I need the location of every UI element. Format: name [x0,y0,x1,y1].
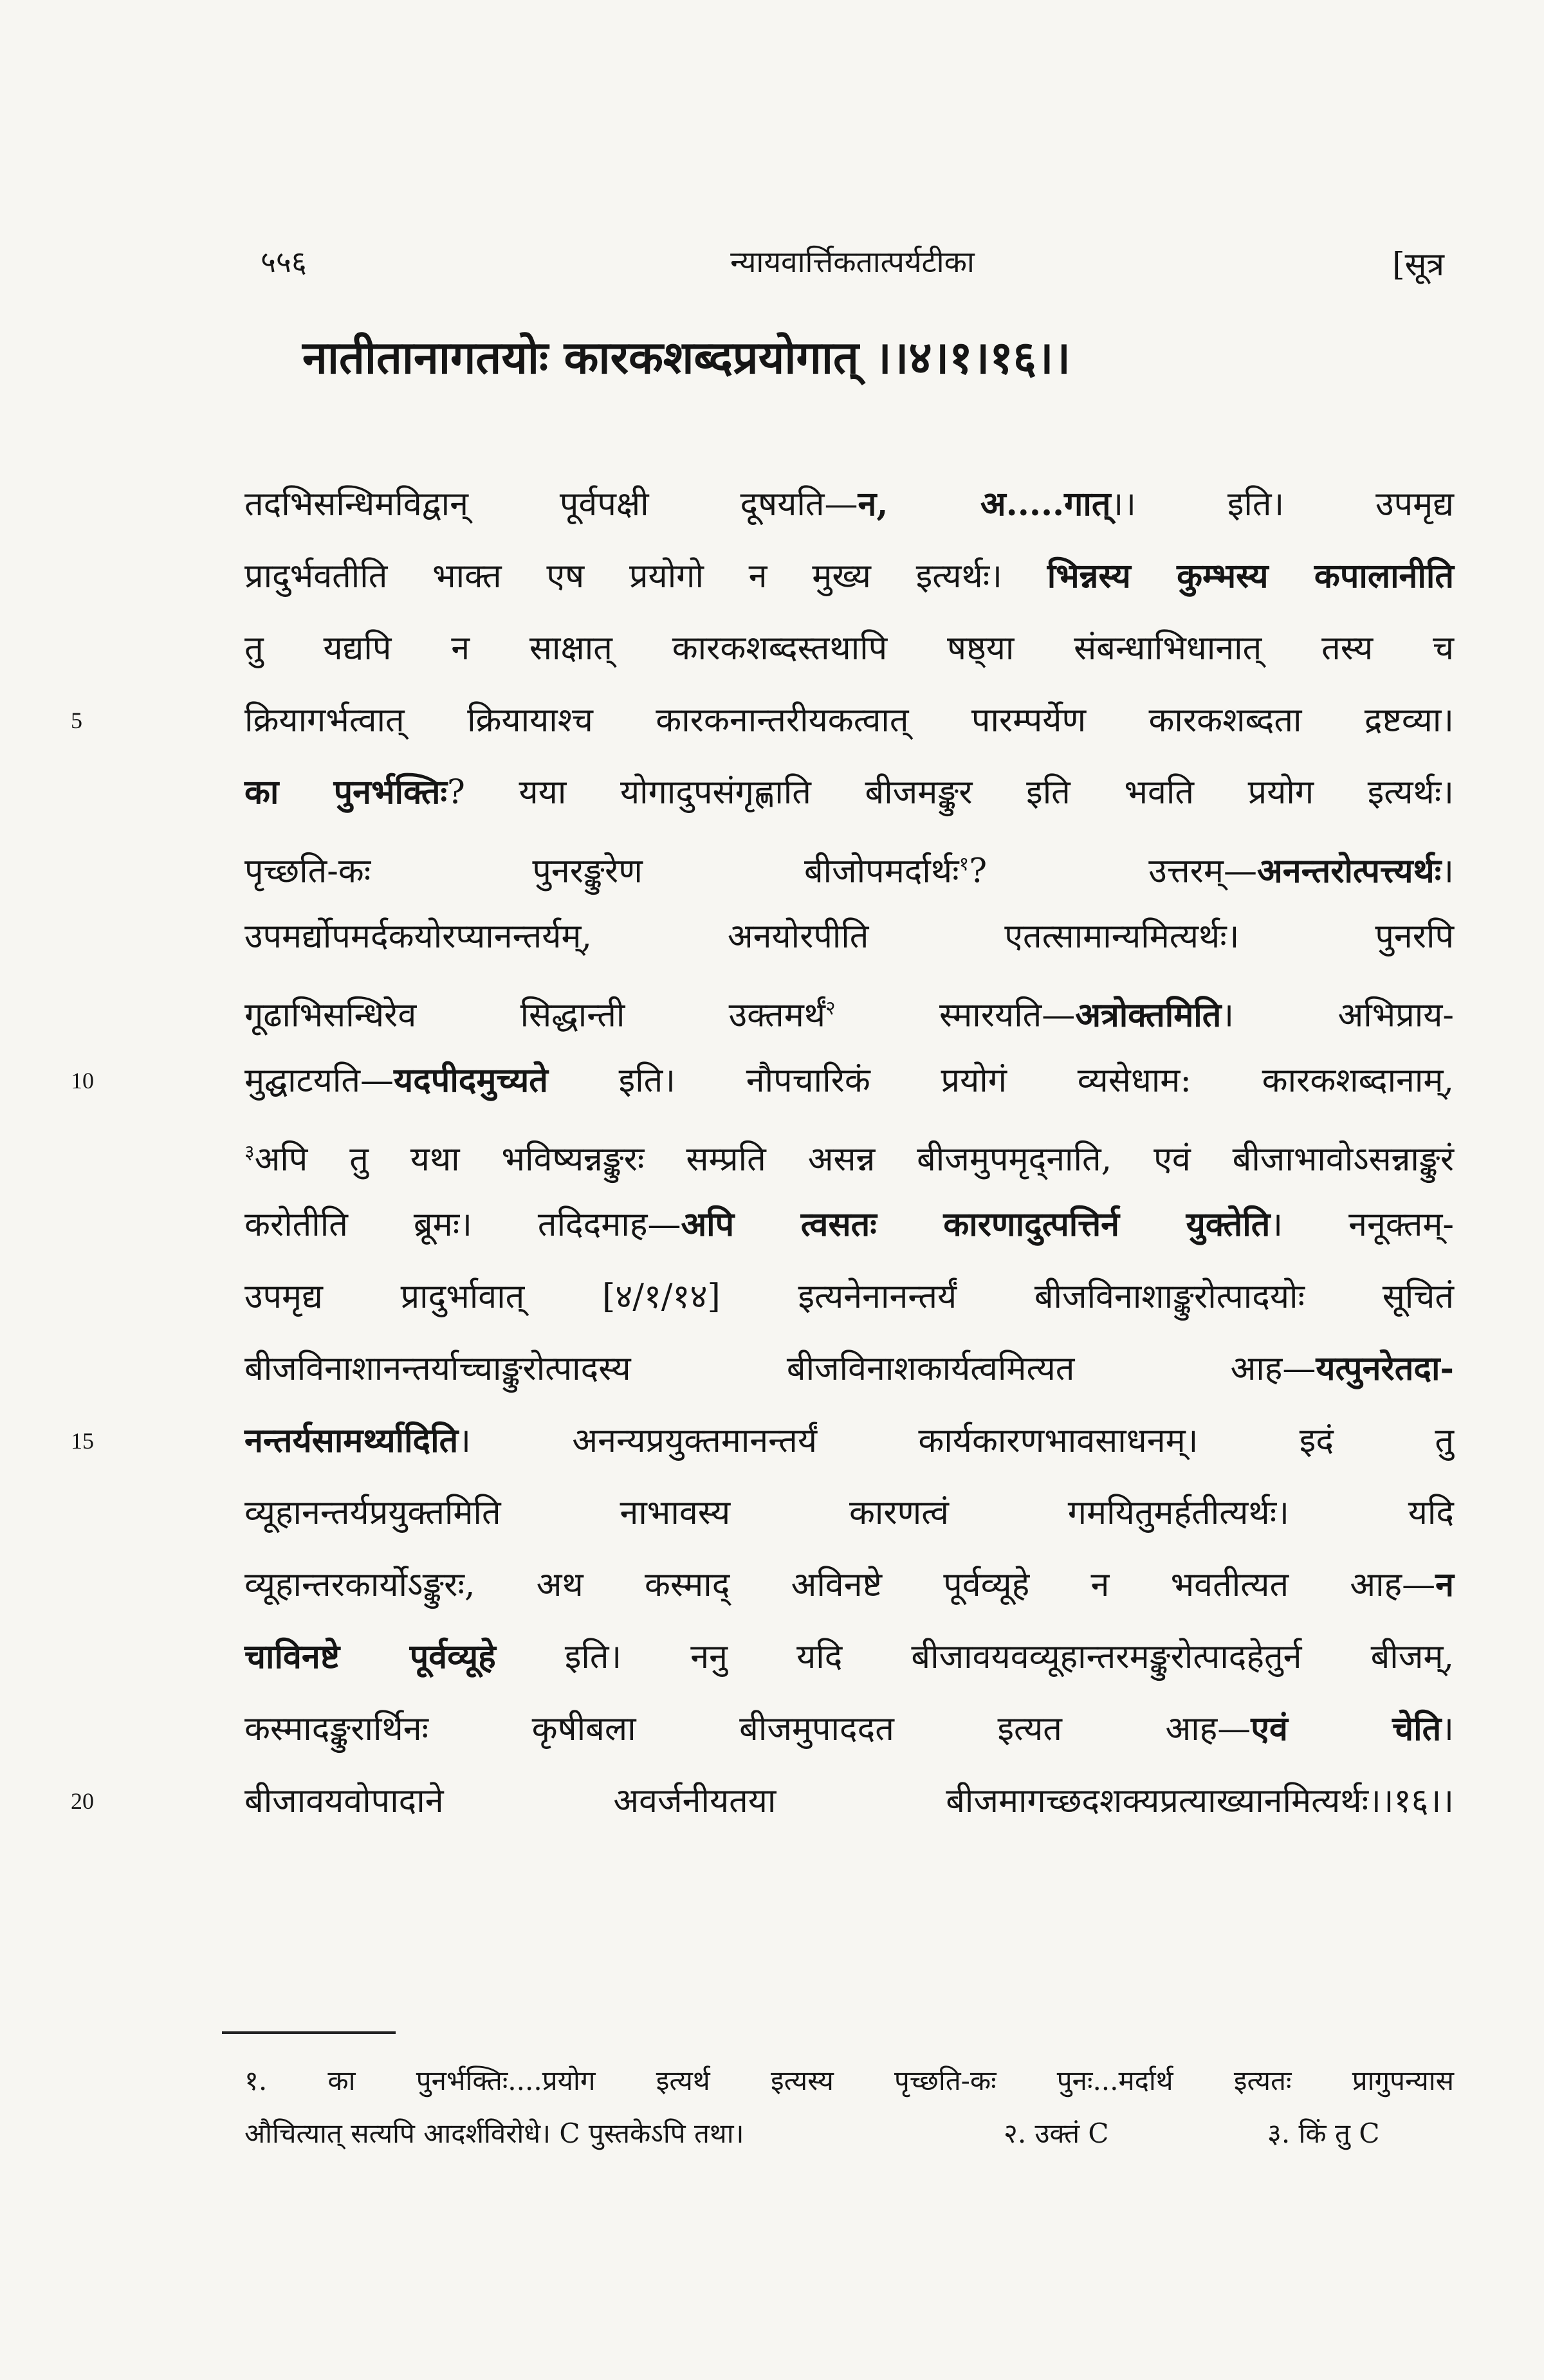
line-number: 10 [71,1068,94,1094]
text-line [244,828,1454,901]
bold-pratika: यत्पुनरेतदा- [1316,1349,1454,1388]
text-line [244,1261,1454,1333]
footnote-3: ३. किं तु C [1267,2118,1380,2149]
bold-pratika: अपि त्वसतः कारणादुत्पत्तिर्न युक्तेति [681,1205,1271,1244]
text-segment: उपमर्द्योपमर्दकयोरप्यानन्तर्यम्, अनयोरपीति एतत्सामान्यमित्यर्थः। पुनरपि [244,917,1454,956]
text-line [244,756,1454,828]
text-line [244,1549,1454,1621]
text-line [244,1621,1454,1693]
text-line [244,1333,1454,1405]
text-line [244,1693,1454,1765]
text-segment: पृच्छति-कः पुनरङ्कुरेण बीजोपमर्दार्थः [244,852,959,891]
text-segment: प्रादुर्भवतीति भाक्त एष प्रयोगो न मुख्य इत्यर्थः। [244,557,1047,596]
bold-pratika: न, अ.....गात् [858,484,1111,524]
text-line [244,973,1454,1045]
text-segment: । [1441,1710,1454,1748]
text-segment: क्रियागर्भत्वात् क्रियायाश्च कारकनान्तरीयकत्वात् पारम्पर्येण कारकशब्दता द्रष्टव्या। [244,701,1454,740]
line-number: 20 [71,1788,94,1814]
sutra-heading: नातीतानागतयोः कारकशब्दप्रयोगात् ।।४।१।१६।। [302,331,1071,384]
bold-pratika: चाविनष्टे पूर्वव्यूहे [244,1637,496,1676]
bold-pratika: का पुनर्भक्तिः [244,773,448,812]
footnote-1: १. का पुनर्भक्तिः....प्रयोग इत्यर्थ इत्यस्य पृच्छति-कः पुनः...मर्दार्थ इत्यतः प्रागुपन्यास [244,2065,1454,2096]
text-segment: १ [959,853,970,875]
page-number: ५५६ [261,244,307,279]
text-segment: ? यया योगादुपसंगृह्णाति बीजमङ्कुर इति भवति प्रयोग इत्यर्थः। [447,773,1454,812]
line-number: 15 [71,1428,94,1454]
text-segment: मुद्घाटयति— [244,1061,394,1100]
bold-pratika: यदपीदमुच्यते [394,1061,548,1100]
footnote-1-continuation: औचित्यात् सत्यपि आदर्शविरोधे। C पुस्तकेऽपि तथा। [244,2118,744,2149]
text-segment: व्यूहान्तरकार्योऽङ्कुरः, अथ कस्माद् अविनष्टे पूर्वव्यूहे न भवतीत्यत आह— [244,1566,1436,1604]
footnote-2: २. उक्तं C [1004,2118,1109,2149]
section-label: [सूत्र [1392,246,1444,283]
text-line [244,1477,1454,1549]
text-line [244,468,1454,540]
text-line [71,684,1454,756]
text-segment: । अभिप्राय- [1221,996,1454,1035]
running-title: न्यायवार्त्तिकतात्पर्यटीका [730,244,975,279]
text-segment: । अनन्यप्रयुक्तमानन्तर्यं कार्यकारणभावसाधनम्। इदं तु [458,1422,1454,1460]
text-segment: बीजावयवोपादाने अवर्जनीयतया बीजमागच्छदशक्यप्रत्याख्यानमित्यर्थः।।१६।। [244,1782,1454,1820]
bold-pratika: अत्रोक्तमिति [1075,995,1222,1035]
bold-pratika: भिन्नस्य कुम्भस्य कपालानीति [1047,556,1454,596]
text-segment: २ [825,997,836,1020]
text-line [244,1189,1454,1261]
text-line [71,1405,1454,1477]
text-segment: ।। इति। उपमृद्य [1110,485,1455,524]
text-segment: । ननूक्तम्- [1270,1205,1455,1244]
text-segment: कस्मादङ्कुरार्थिनः कृषीबला बीजमुपाददत इत्यत आह— [244,1710,1251,1748]
bold-pratika: न [1435,1565,1454,1604]
text-line [244,540,1454,612]
text-segment: ३ [244,1141,255,1164]
text-segment: अपि तु यथा भविष्यन्नङ्कुरः सम्प्रति असन्न बीजमुपमृद्नाति, एवं बीजाभावोऽसन्नाङ्कुरं [254,1140,1454,1179]
text-segment: ? उत्तरम्— [969,852,1258,891]
text-line [244,612,1454,684]
text-segment: तदभिसन्धिमविद्वान् पूर्वपक्षी दूषयति— [244,485,858,524]
text-segment: उपमृद्य प्रादुर्भावात् [४/१/१४] इत्यनेनानन्तर्यं बीजविनाशाङ्कुरोत्पादयोः सूचितं [244,1277,1454,1316]
footnote-rule [222,2031,396,2034]
line-number: 5 [71,708,82,733]
text-line [71,1765,1454,1837]
text-line [244,1117,1454,1189]
text-segment: स्मारयति— [835,996,1076,1035]
text-segment: इति। नौपचारिकं प्रयोगं व्यसेधाम: कारकशब्दानाम्, [547,1061,1454,1100]
text-segment: करोतीति ब्रूमः। तदिदमाह— [244,1205,681,1244]
commentary-body [71,468,1455,1837]
bold-pratika: अनन्तरोत्पत्त्यर्थः [1257,851,1442,891]
text-segment: इति। ननु यदि बीजावयवव्यूहान्तरमङ्कुरोत्पादहेतुर्न बीजम्, [495,1638,1454,1676]
text-line [71,1045,1454,1117]
bold-pratika: एवं चेति [1251,1709,1442,1748]
text-segment: व्यूहानन्तर्यप्रयुक्तमिति नाभावस्य कारणत्वं गमयितुमर्हतीत्यर्थः। यदि [244,1494,1454,1532]
page-header [261,241,1444,286]
text-segment: । [1441,852,1455,891]
text-segment: बीजविनाशानन्तर्याच्चाङ्कुरोत्पादस्य बीजविनाशकार्यत्वमित्यत आह— [244,1350,1316,1388]
bold-pratika: नन्तर्यसामर्थ्यादिति [244,1421,459,1460]
text-line [244,901,1454,973]
text-segment: तु यद्यपि न साक्षात् कारकशब्दस्तथापि षष्ठ्या संबन्धाभिधानात् तस्य च [244,629,1454,668]
text-segment: गूढाभिसन्धिरेव सिद्धान्ती उक्तमर्थं [244,996,826,1035]
